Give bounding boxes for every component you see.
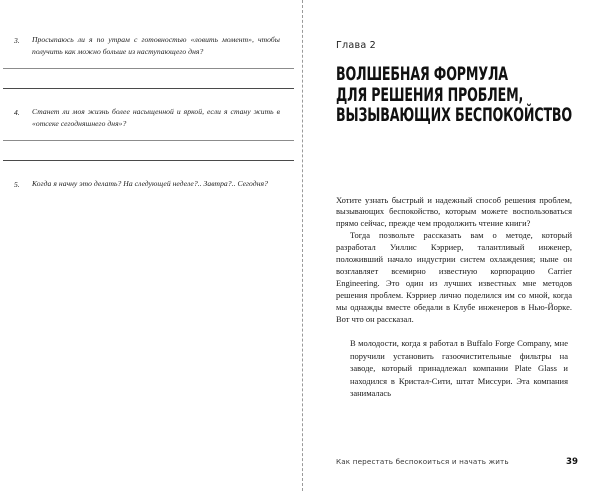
question-number: 5. bbox=[14, 179, 20, 189]
chapter-title bbox=[336, 65, 571, 127]
running-footer bbox=[336, 457, 578, 467]
quote-paragraph: В молодости, когда я работал в Buffalo Forge Company, мне поручили установить газоочистительные фильтры на заводе, который принадлежал компании Plate Glass и находился в Кристал-Сити, штат Миссури. Эта компания занималась bbox=[350, 338, 568, 399]
body-paragraph: Тогда позвольте рассказать вам о методе, который разработал Уиллис Кэрриер, талантливый инженер, положивший начало индустрии систем охлаждения; ныне он возглавляет всемирно известную корпорацию Carrier Engineering. Это один из лучших известных мне методов решения проблем. Кэрриер лично поделился им со мной, когда мы однажды вместе обедали в Клубе инженеров в Нью-Йорке. Вот что он рассказал. bbox=[336, 230, 572, 324]
answer-lines[interactable] bbox=[14, 140, 280, 161]
page-number: 39 bbox=[566, 457, 578, 467]
quote-block bbox=[350, 337, 568, 399]
question-text: Когда я начну это делать? На следующей неделе?.. Завтра?.. Сегодня? bbox=[32, 179, 268, 189]
answer-write-space bbox=[3, 141, 294, 160]
spacer bbox=[14, 89, 280, 106]
question-number: 4. bbox=[14, 107, 20, 117]
worksheet-question bbox=[14, 178, 280, 190]
spacer bbox=[14, 161, 280, 178]
question-number: 3. bbox=[14, 35, 20, 45]
running-title: Как перестать беспокоиться и начать жить bbox=[336, 457, 509, 466]
body-copy bbox=[336, 195, 572, 326]
question-text: Станет ли моя жизнь более насыщенной и яркой, если я стану жить в «отсеке сегодняшнего дня»? bbox=[32, 107, 280, 128]
worksheet-question bbox=[14, 34, 280, 57]
chapter-title-line: ВЫЗЫВАЮЩИХ БЕСПОКОЙСТВО bbox=[336, 105, 573, 126]
body-paragraph: Хотите узнать быстрый и надежный способ решения проблем, вызывающих беспокойство, которым можете воспользоваться прямо сейчас, прежде чем продолжить чтение книги? bbox=[336, 194, 572, 229]
recto-page bbox=[304, 0, 600, 491]
worksheet-question bbox=[14, 106, 280, 129]
gutter-dashed-line bbox=[302, 0, 303, 491]
question-text: Просыпаюсь ли я по утрам с готовностью «ловить момент», чтобы получить как можно больше из наступающего дня? bbox=[32, 35, 280, 56]
answer-write-space bbox=[3, 69, 294, 88]
chapter-title-line: ВОЛШЕБНАЯ ФОРМУЛА bbox=[336, 64, 508, 85]
chapter-label: Глава 2 bbox=[336, 40, 376, 51]
chapter-title-line: ДЛЯ РЕШЕНИЯ ПРОБЛЕМ, bbox=[336, 84, 524, 106]
answer-lines[interactable] bbox=[14, 68, 280, 89]
